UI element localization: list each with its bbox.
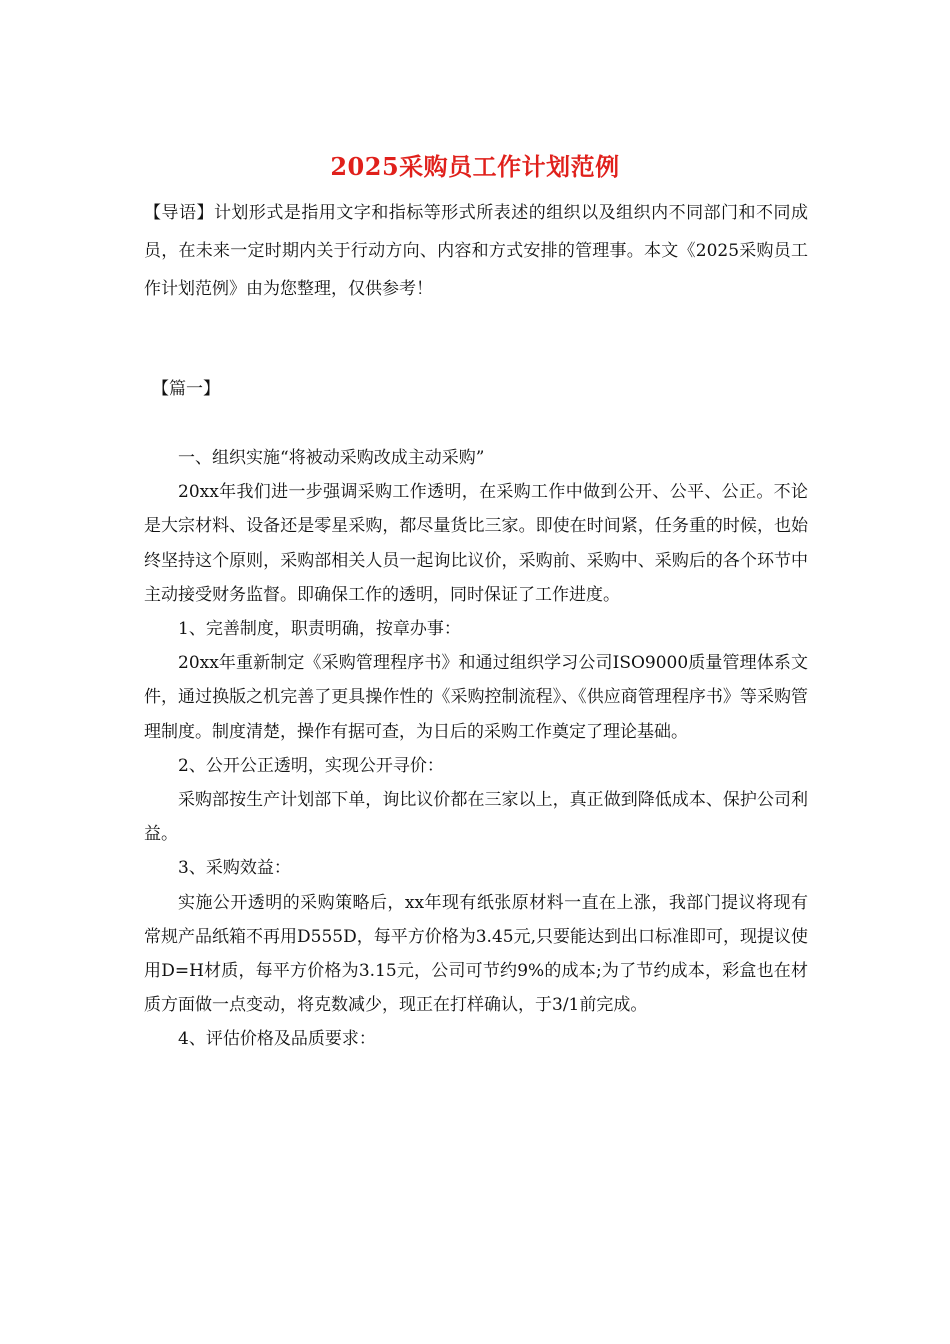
subheading: 3、采购效益： xyxy=(178,858,291,879)
intro-paragraph: 【导语】计划形式是指用文字和指标等形式所表述的组织以及组织内不同部门和不同成员，在未来一定时期内关于行动方向、内容和方式安排的管理事。本文《2025采购员工作计划范例》由为您整理，仅供参考！ xyxy=(144,203,808,299)
subheading: 1、完善制度，职责明确，按章办事： xyxy=(178,619,461,640)
body-paragraph: 20xx年重新制定《采购管理程序书》和通过组织学习公司ISO9000质量管理体系文件，通过换版之机完善了更具操作性的《采购控制流程》、《供应商管理程序书》等采购管理制度。制度清楚，操作有据可查，为日后的采购工作奠定了理论基础。 xyxy=(144,653,808,742)
subheading: 2、公开公正透明，实现公开寻价： xyxy=(178,755,444,776)
subheading: 4、评估价格及品质要求： xyxy=(178,1029,376,1050)
section-heading: 一、组织实施“将被动采购改成主动采购” xyxy=(178,448,485,468)
body-paragraph: 20xx年我们进一步强调采购工作透明，在采购工作中做到公开、公平、公正。不论是大宗材料、设备还是零星采购，都尽量货比三家。即使在时间紧，任务重的时候，也始终坚持这个原则，采购部相关人员一起询比议价，采购前、采购中、采购后的各个环节中主动接受财务监督。即确保工作的透明，同时保证了工作进度。 xyxy=(144,482,808,605)
body-paragraph: 采购部按生产计划部下单，询比议价都在三家以上，真正做到降低成本、保护公司利益。 xyxy=(144,790,808,845)
body-paragraph: 实施公开透明的采购策略后，xx年现有纸张原材料一直在上涨，我部门提议将现有常规产品纸箱不再用D555D，每平方价格为3.45元,只要能达到出口标准即可，现提议使用D=H材质，每平方价格为3.15元，公司可节约9%的成本;为了节约成本，彩盒也在材质方面做一点变动，将克数减少，现正在打样确认，于3/1前完成。 xyxy=(144,892,808,1016)
document-title: 2025采购员工作计划范例 xyxy=(330,152,620,181)
section-tag: 【篇一】 xyxy=(152,379,220,399)
document-body xyxy=(144,441,808,1057)
